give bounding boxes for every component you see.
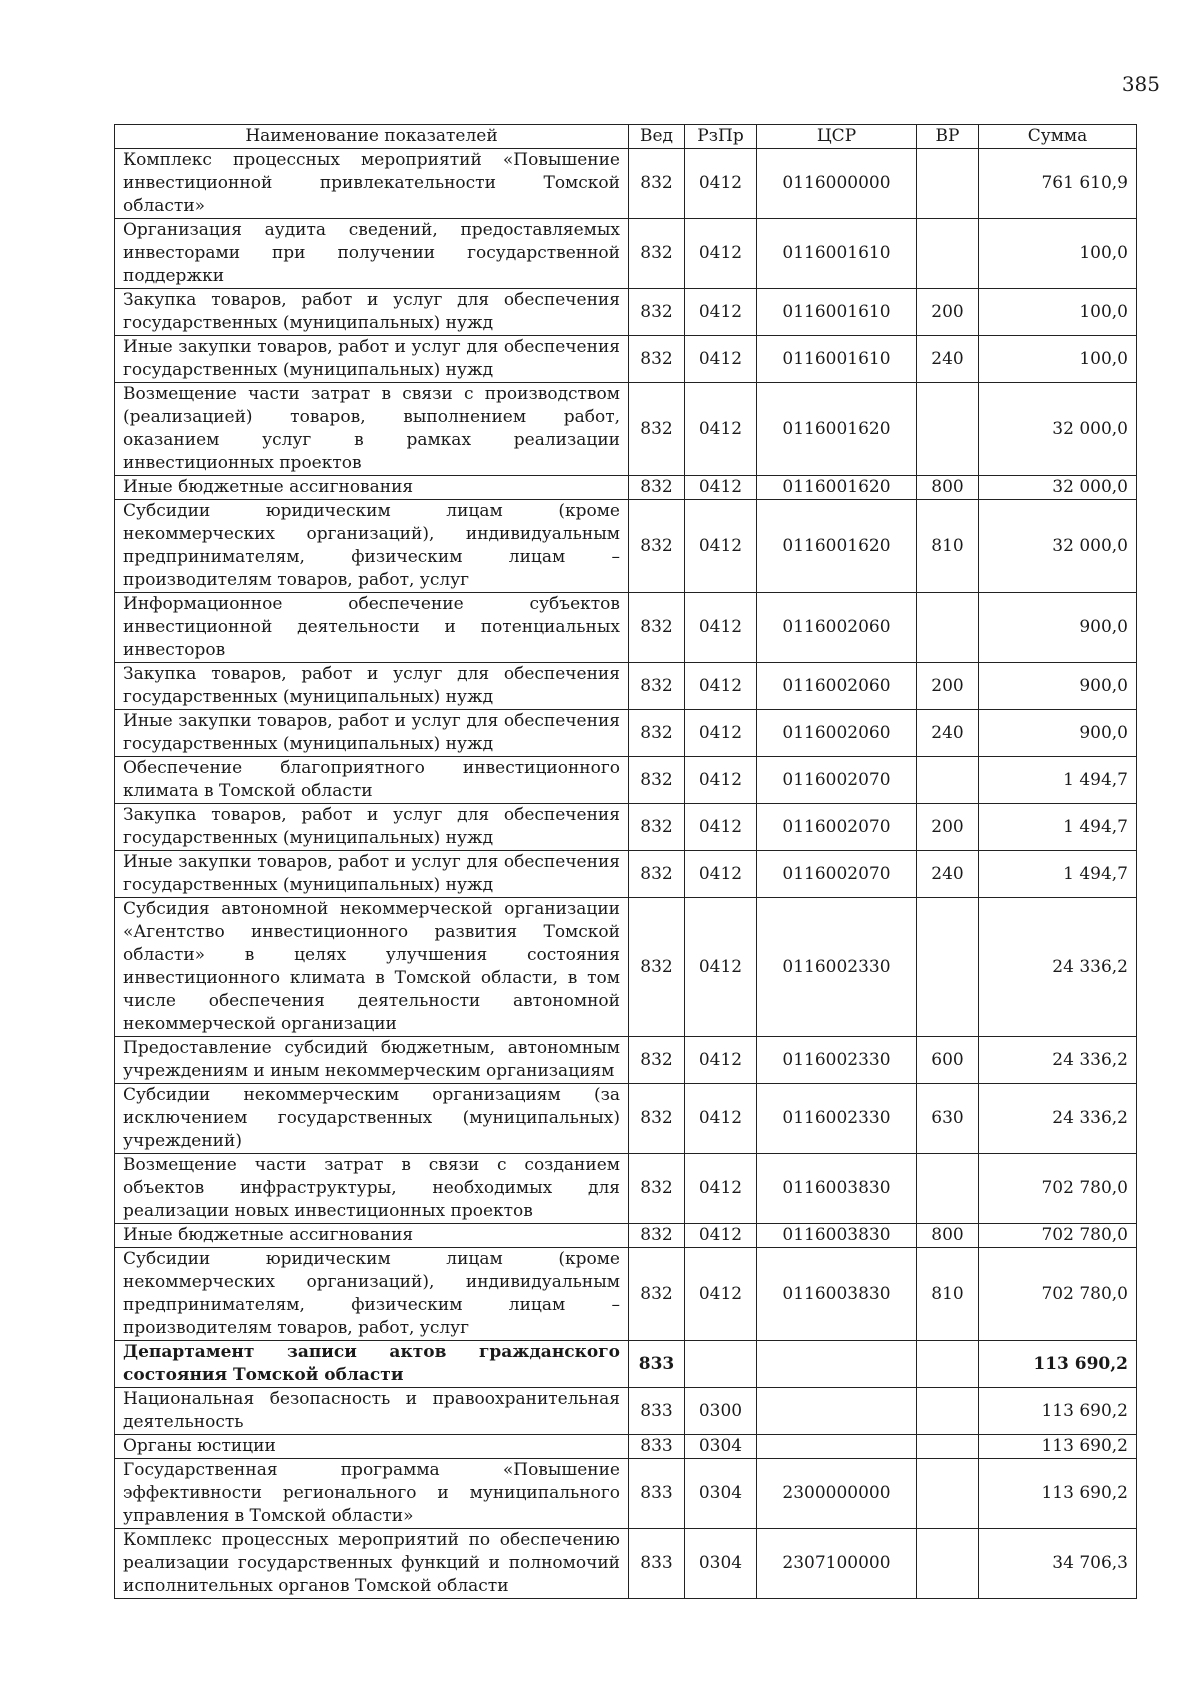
- row-ved: 832: [629, 219, 685, 289]
- row-name: Иные бюджетные ассигнования: [115, 476, 629, 500]
- row-ved: 832: [629, 1224, 685, 1248]
- row-vr: 200: [917, 804, 979, 851]
- row-rzpr: 0412: [685, 1154, 757, 1224]
- row-name: Иные закупки товаров, работ и услуг для обеспечения государственных (муниципальных) нужд: [115, 851, 629, 898]
- header-name: Наименование показателей: [115, 125, 629, 149]
- row-ved: 833: [629, 1459, 685, 1529]
- row-rzpr: 0412: [685, 383, 757, 476]
- row-sum: 24 336,2: [979, 1084, 1137, 1154]
- table-row: [115, 1459, 1137, 1529]
- row-csr: 0116003830: [757, 1224, 917, 1248]
- table-row: [115, 804, 1137, 851]
- row-name: Иные закупки товаров, работ и услуг для обеспечения государственных (муниципальных) нужд: [115, 710, 629, 757]
- row-vr: [917, 1341, 979, 1388]
- row-name: Организация аудита сведений, предоставляемых инвесторами при получении государственной поддержки: [115, 219, 629, 289]
- row-name: Возмещение части затрат в связи с созданием объектов инфраструктуры, необходимых для реализации новых инвестиционных проектов: [115, 1154, 629, 1224]
- row-name: Обеспечение благоприятного инвестиционного климата в Томской области: [115, 757, 629, 804]
- table-row: [115, 593, 1137, 663]
- row-vr: 200: [917, 289, 979, 336]
- table-row: [115, 1154, 1137, 1224]
- row-csr: 0116001610: [757, 219, 917, 289]
- row-sum: 702 780,0: [979, 1248, 1137, 1341]
- page-number: 385: [1121, 72, 1160, 96]
- row-rzpr: 0304: [685, 1435, 757, 1459]
- row-ved: 832: [629, 476, 685, 500]
- table-row: [115, 289, 1137, 336]
- row-vr: 800: [917, 476, 979, 500]
- row-ved: 833: [629, 1341, 685, 1388]
- row-rzpr: 0412: [685, 593, 757, 663]
- row-vr: 200: [917, 663, 979, 710]
- row-sum: 761 610,9: [979, 149, 1137, 219]
- row-ved: 832: [629, 757, 685, 804]
- row-rzpr: 0412: [685, 219, 757, 289]
- row-rzpr: 0412: [685, 898, 757, 1037]
- row-name: Иные бюджетные ассигнования: [115, 1224, 629, 1248]
- row-vr: 240: [917, 851, 979, 898]
- row-sum: 1 494,7: [979, 804, 1137, 851]
- header-row: [115, 125, 1137, 149]
- table-row: [115, 1435, 1137, 1459]
- table-row: [115, 1529, 1137, 1599]
- row-ved: 832: [629, 383, 685, 476]
- table-row: [115, 851, 1137, 898]
- row-ved: 832: [629, 663, 685, 710]
- row-name: Комплекс процессных мероприятий по обеспечению реализации государственных функций и полномочий исполнительных органов Томской области: [115, 1529, 629, 1599]
- row-rzpr: [685, 1341, 757, 1388]
- row-csr: 0116002330: [757, 1037, 917, 1084]
- row-vr: 810: [917, 1248, 979, 1341]
- row-ved: 832: [629, 336, 685, 383]
- row-sum: 113 690,2: [979, 1435, 1137, 1459]
- row-csr: 2307100000: [757, 1529, 917, 1599]
- row-csr: 0116002060: [757, 663, 917, 710]
- row-name: Возмещение части затрат в связи с производством (реализацией) товаров, выполнением работ, оказанием услуг в рамках реализации инвестиционных проектов: [115, 383, 629, 476]
- row-name: Органы юстиции: [115, 1435, 629, 1459]
- row-sum: 702 780,0: [979, 1224, 1137, 1248]
- row-name: Субсидии юридическим лицам (кроме некоммерческих организаций), индивидуальным предпринимателям, физическим лицам – производителям товаров, работ, услуг: [115, 500, 629, 593]
- budget-table: [114, 124, 1137, 1599]
- row-vr: [917, 757, 979, 804]
- row-ved: 832: [629, 1248, 685, 1341]
- row-csr: 0116000000: [757, 149, 917, 219]
- row-name: Закупка товаров, работ и услуг для обеспечения государственных (муниципальных) нужд: [115, 804, 629, 851]
- row-sum: 1 494,7: [979, 851, 1137, 898]
- row-rzpr: 0412: [685, 476, 757, 500]
- row-csr: [757, 1341, 917, 1388]
- row-csr: 0116003830: [757, 1154, 917, 1224]
- table-row: [115, 219, 1137, 289]
- row-rzpr: 0412: [685, 1037, 757, 1084]
- row-name: Закупка товаров, работ и услуг для обеспечения государственных (муниципальных) нужд: [115, 289, 629, 336]
- row-ved: 833: [629, 1388, 685, 1435]
- row-csr: 0116002060: [757, 593, 917, 663]
- row-sum: 100,0: [979, 336, 1137, 383]
- row-rzpr: 0412: [685, 663, 757, 710]
- row-rzpr: 0412: [685, 710, 757, 757]
- row-sum: 32 000,0: [979, 476, 1137, 500]
- row-rzpr: 0412: [685, 289, 757, 336]
- row-name: Национальная безопасность и правоохранительная деятельность: [115, 1388, 629, 1435]
- row-name: Информационное обеспечение субъектов инвестиционной деятельности и потенциальных инвесторов: [115, 593, 629, 663]
- row-csr: 0116002330: [757, 898, 917, 1037]
- row-sum: 100,0: [979, 219, 1137, 289]
- row-rzpr: 0412: [685, 804, 757, 851]
- row-name: Комплекс процессных мероприятий «Повышение инвестиционной привлекательности Томской области»: [115, 149, 629, 219]
- table-row: [115, 383, 1137, 476]
- row-sum: 702 780,0: [979, 1154, 1137, 1224]
- table-row: [115, 710, 1137, 757]
- row-vr: [917, 1435, 979, 1459]
- row-csr: 0116001610: [757, 289, 917, 336]
- row-csr: [757, 1435, 917, 1459]
- header-sum: Сумма: [979, 125, 1137, 149]
- row-name: Субсидия автономной некоммерческой организации «Агентство инвестиционного развития Томской области» в целях улучшения состояния инвестиционного климата в Томской области, в том числе обеспечения деятельности автономной некоммерческой организации: [115, 898, 629, 1037]
- row-ved: 832: [629, 1037, 685, 1084]
- row-name: Субсидии некоммерческим организациям (за исключением государственных (муниципальных) учреждений): [115, 1084, 629, 1154]
- row-csr: 0116002070: [757, 804, 917, 851]
- row-rzpr: 0412: [685, 757, 757, 804]
- row-vr: 810: [917, 500, 979, 593]
- row-rzpr: 0412: [685, 336, 757, 383]
- row-sum: 900,0: [979, 593, 1137, 663]
- row-ved: 832: [629, 851, 685, 898]
- row-vr: [917, 593, 979, 663]
- table-row: [115, 500, 1137, 593]
- row-vr: [917, 149, 979, 219]
- row-vr: 600: [917, 1037, 979, 1084]
- table-body: [115, 149, 1137, 1599]
- row-vr: 240: [917, 710, 979, 757]
- row-csr: 0116002070: [757, 757, 917, 804]
- row-csr: 0116003830: [757, 1248, 917, 1341]
- table-header: [115, 125, 1137, 149]
- row-sum: 32 000,0: [979, 500, 1137, 593]
- row-vr: [917, 1459, 979, 1529]
- table-row: [115, 1341, 1137, 1388]
- row-vr: 800: [917, 1224, 979, 1248]
- row-csr: 0116002060: [757, 710, 917, 757]
- header-rzpr: РзПр: [685, 125, 757, 149]
- row-sum: 113 690,2: [979, 1388, 1137, 1435]
- table-row: [115, 1037, 1137, 1084]
- row-sum: 113 690,2: [979, 1459, 1137, 1529]
- row-ved: 832: [629, 500, 685, 593]
- row-ved: 833: [629, 1435, 685, 1459]
- row-csr: 2300000000: [757, 1459, 917, 1529]
- row-sum: 113 690,2: [979, 1341, 1137, 1388]
- row-vr: 630: [917, 1084, 979, 1154]
- row-ved: 832: [629, 1084, 685, 1154]
- row-vr: [917, 383, 979, 476]
- table-row: [115, 1248, 1137, 1341]
- table-row: [115, 336, 1137, 383]
- row-rzpr: 0304: [685, 1459, 757, 1529]
- header-vr: ВР: [917, 125, 979, 149]
- row-csr: 0116001610: [757, 336, 917, 383]
- row-name: Закупка товаров, работ и услуг для обеспечения государственных (муниципальных) нужд: [115, 663, 629, 710]
- row-ved: 832: [629, 289, 685, 336]
- row-rzpr: 0412: [685, 851, 757, 898]
- row-ved: 832: [629, 149, 685, 219]
- row-csr: 0116002070: [757, 851, 917, 898]
- row-ved: 832: [629, 898, 685, 1037]
- row-vr: [917, 1388, 979, 1435]
- row-csr: 0116001620: [757, 500, 917, 593]
- table-row: [115, 1084, 1137, 1154]
- table-row: [115, 898, 1137, 1037]
- row-rzpr: 0412: [685, 1224, 757, 1248]
- row-sum: 34 706,3: [979, 1529, 1137, 1599]
- row-sum: 24 336,2: [979, 1037, 1137, 1084]
- row-sum: 100,0: [979, 289, 1137, 336]
- row-sum: 900,0: [979, 710, 1137, 757]
- row-rzpr: 0412: [685, 1084, 757, 1154]
- row-rzpr: 0304: [685, 1529, 757, 1599]
- header-csr: ЦСР: [757, 125, 917, 149]
- header-ved: Вед: [629, 125, 685, 149]
- row-csr: 0116002330: [757, 1084, 917, 1154]
- row-rzpr: 0412: [685, 500, 757, 593]
- row-csr: 0116001620: [757, 383, 917, 476]
- row-rzpr: 0412: [685, 1248, 757, 1341]
- table-row: [115, 149, 1137, 219]
- table-row: [115, 663, 1137, 710]
- table-row: [115, 476, 1137, 500]
- row-ved: 832: [629, 804, 685, 851]
- row-ved: 833: [629, 1529, 685, 1599]
- row-rzpr: 0412: [685, 149, 757, 219]
- row-vr: [917, 219, 979, 289]
- row-vr: 240: [917, 336, 979, 383]
- row-ved: 832: [629, 710, 685, 757]
- row-sum: 24 336,2: [979, 898, 1137, 1037]
- table-row: [115, 757, 1137, 804]
- row-ved: 832: [629, 1154, 685, 1224]
- row-vr: [917, 1154, 979, 1224]
- row-sum: 32 000,0: [979, 383, 1137, 476]
- row-name: Департамент записи актов гражданского состояния Томской области: [115, 1341, 629, 1388]
- row-rzpr: 0300: [685, 1388, 757, 1435]
- row-ved: 832: [629, 593, 685, 663]
- row-sum: 900,0: [979, 663, 1137, 710]
- row-name: Иные закупки товаров, работ и услуг для обеспечения государственных (муниципальных) нужд: [115, 336, 629, 383]
- row-csr: 0116001620: [757, 476, 917, 500]
- table-row: [115, 1224, 1137, 1248]
- table-row: [115, 1388, 1137, 1435]
- row-name: Предоставление субсидий бюджетным, автономным учреждениям и иным некоммерческим организациям: [115, 1037, 629, 1084]
- row-name: Государственная программа «Повышение эффективности регионального и муниципального управления в Томской области»: [115, 1459, 629, 1529]
- row-vr: [917, 1529, 979, 1599]
- row-sum: 1 494,7: [979, 757, 1137, 804]
- row-name: Субсидии юридическим лицам (кроме некоммерческих организаций), индивидуальным предпринимателям, физическим лицам – производителям товаров, работ, услуг: [115, 1248, 629, 1341]
- row-csr: [757, 1388, 917, 1435]
- row-vr: [917, 898, 979, 1037]
